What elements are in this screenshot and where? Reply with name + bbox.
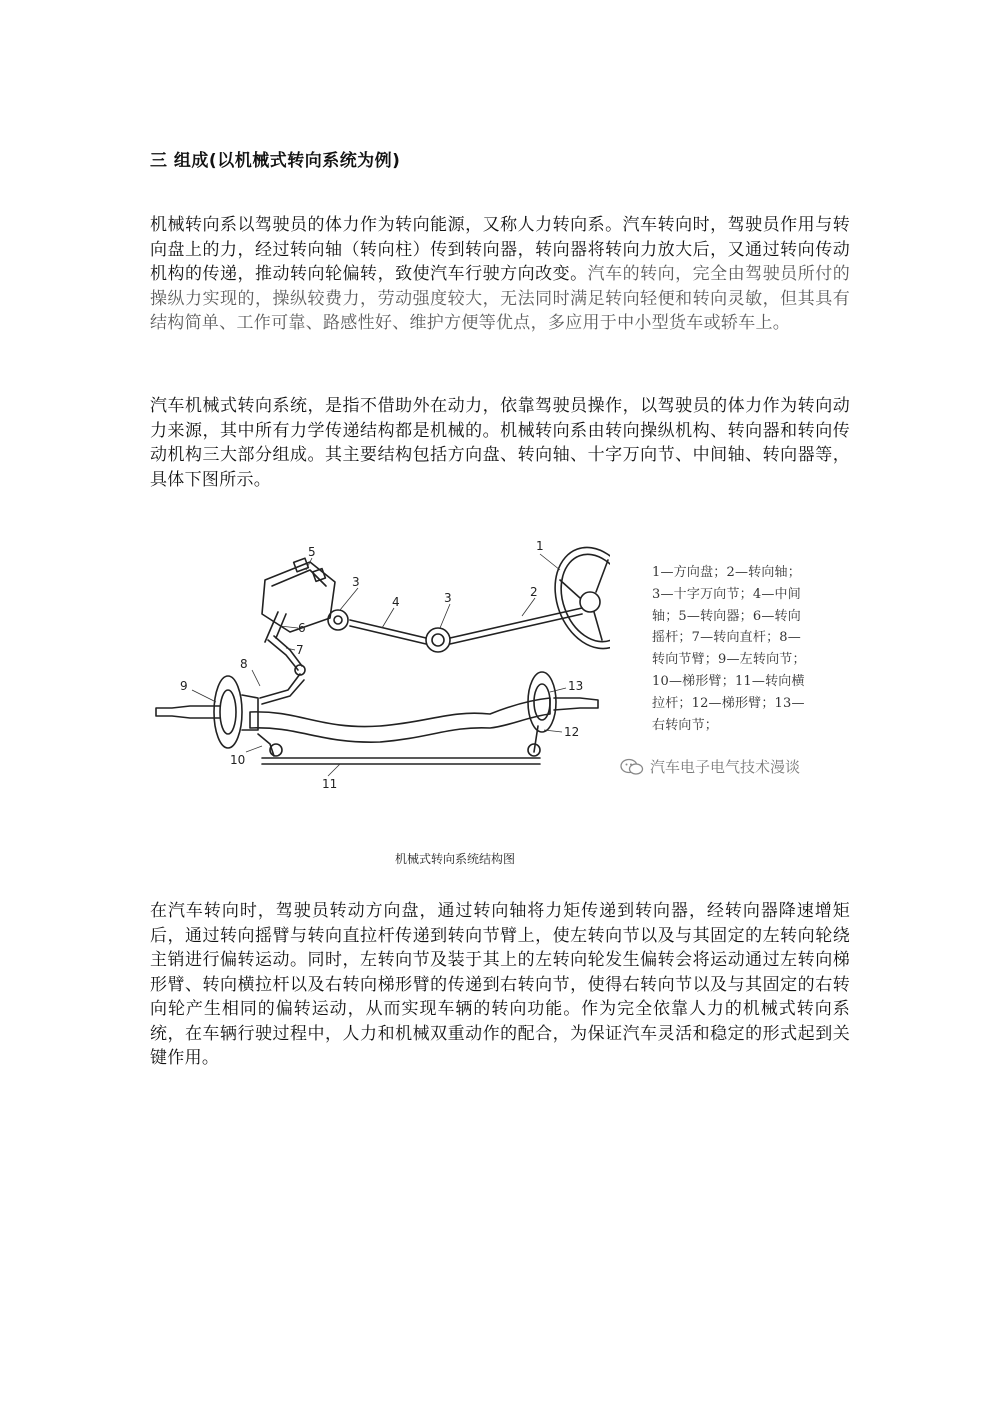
figure-caption: 机械式转向系统结构图 — [394, 852, 515, 866]
label-11: 11 — [322, 777, 338, 791]
steering-system-diagram — [150, 530, 610, 800]
watermark — [620, 756, 800, 777]
paragraph-intro-main: 机械转向系以驾驶员的体力作为转向能源，又称人力转向系。汽车转向时，驾驶员作用与转向盘上的力，经过转向轴（转向柱）传到转向器，转向器将转向力放大后，又通过转向传动机构的传递，推动转向轮偏转，致使汽车行驶方向改变。 — [150, 215, 850, 284]
label-7: 7 — [296, 643, 304, 657]
legend-line: 3—十字万向节；4—中间 — [652, 586, 801, 602]
label-3b: 3 — [444, 591, 452, 605]
label-13: 13 — [568, 679, 584, 693]
label-10: 10 — [230, 753, 246, 767]
wechat-icon — [620, 758, 644, 776]
label-4: 4 — [392, 595, 400, 609]
legend-line: 1—方向盘；2—转向轴； — [652, 565, 801, 580]
paragraph-intro — [150, 213, 850, 336]
label-8: 8 — [240, 657, 248, 671]
label-5: 5 — [308, 545, 316, 559]
paragraph-intro-grey: 汽车的转向，完全由驾驶员所付的操纵力实现的，操纵较费力，劳动强度较大，无法同时满足转向轻便和转向灵敏，但其具有结构简单、工作可靠、路感性好、维护方便等优点，多应用于中小型货车或轿车上。 — [150, 264, 851, 333]
front-axle-shape — [250, 698, 550, 742]
paragraph-definition: 汽车机械式转向系统，是指不借助外在动力，依靠驾驶员操作，以驾驶员的体力作为转向动力来源，其中所有力学传递结构都是机械的。机械转向系由转向操纵机构、转向器和转向传动机构三大部分组成。其主要结构包括方向盘、转向轴、十字万向节、中间轴、转向器等，具体下图所示。 — [150, 396, 850, 490]
legend-line: 摇杆；7—转向直杆；8— — [652, 630, 801, 646]
label-2: 2 — [530, 585, 538, 599]
steering-wheel-shape — [542, 536, 610, 660]
left-knuckle-shape — [156, 676, 258, 748]
label-12: 12 — [564, 725, 580, 739]
universal-joint-shape — [426, 628, 450, 652]
label-6: 6 — [298, 621, 306, 635]
figure-legend — [652, 562, 842, 736]
section-heading: 三 组成(以机械式转向系统为例) — [150, 151, 401, 171]
legend-line: 转向节臂；9—左转向节； — [652, 652, 806, 668]
legend-line: 轴；5—转向器；6—转向 — [652, 608, 801, 624]
label-1: 1 — [536, 539, 544, 553]
paragraph-operation: 在汽车转向时，驾驶员转动方向盘，通过转向轴将力矩传递到转向器，经转向器降速增矩后，通过转向摇臂与转向直拉杆传递到转向节臂上，使左转向节以及与其固定的左转向轮绕主销进行偏转运动。同时，左转向节及装于其上的左转向轮发生偏转会将运动通过左转向梯形臂、转向横拉杆以及右转向梯形臂的传递到右转向节，使得右转向节以及与其固定的右转向轮产生相同的偏转运动，从而实现车辆的转向功能。作为完全依靠人力的机械式转向系统，在车辆行驶过程中，人力和机械双重动作的配合，为保证汽车灵活和稳定的形式起到关键作用。 — [150, 901, 850, 1068]
label-3a: 3 — [352, 575, 360, 589]
label-9: 9 — [180, 679, 188, 693]
legend-line: 右转向节； — [652, 717, 719, 733]
legend-line: 拉杆；12—梯形臂；13— — [652, 695, 805, 711]
steering-shaft-shape — [450, 608, 582, 638]
knuckle-arm-shape — [260, 674, 300, 698]
watermark-text: 汽车电子电气技术漫谈 — [650, 758, 801, 776]
legend-line: 10—梯形臂；11—转向横 — [652, 673, 805, 689]
right-knuckle-shape — [528, 672, 598, 732]
